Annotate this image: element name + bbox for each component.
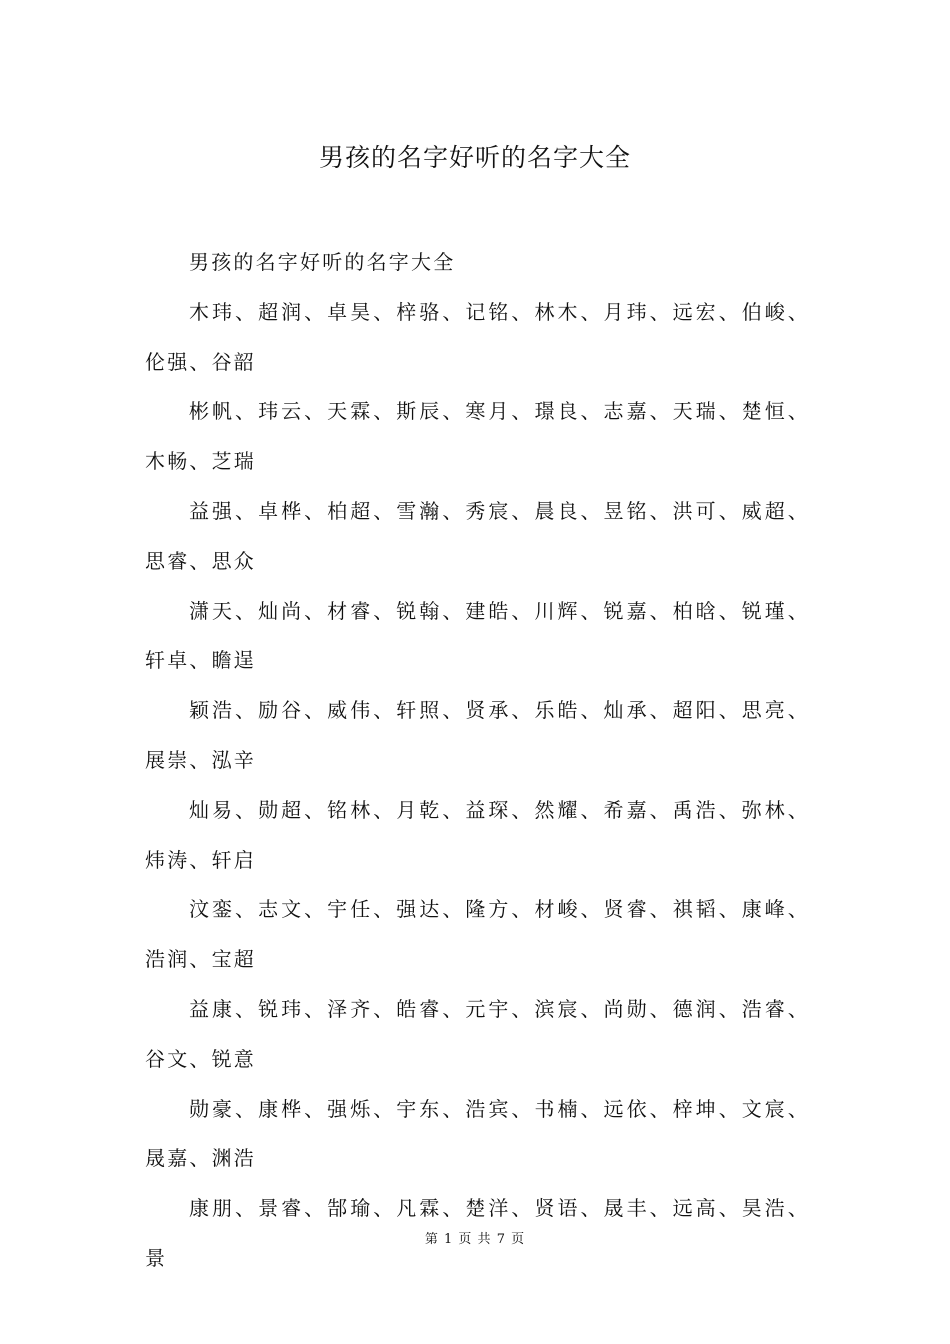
page-footer: 第 1 页 共 7 页 (424, 1232, 526, 1247)
paragraph: 彬帆、玮云、天霖、斯辰、寒月、璟良、志嘉、天瑞、楚恒、木畅、芝瑞 (145, 399, 810, 474)
document-title: 男孩的名字好听的名字大全 (318, 143, 631, 172)
paragraph: 木玮、超润、卓昊、梓骆、记铭、林木、月玮、远宏、伯峻、伦强、谷韶 (145, 299, 810, 374)
paragraph: 潇天、灿尚、材睿、锐翰、建皓、川辉、锐嘉、柏晗、锐瑾、轩卓、瞻逞 (145, 598, 810, 673)
paragraph: 颖浩、励谷、威伟、轩照、贤承、乐皓、灿承、超阳、思亮、展崇、泓辛 (145, 698, 810, 772)
document-body (145, 238, 810, 1284)
paragraph: 益强、卓桦、柏超、雪瀚、秀宸、晨良、昱铭、洪可、威超、思睿、思众 (145, 498, 810, 573)
paragraph: 男孩的名字好听的名字大全 (189, 250, 456, 274)
paragraph: 益康、锐玮、泽齐、皓睿、元宇、滨宸、尚勋、德润、浩睿、谷文、锐意 (145, 996, 810, 1071)
paragraph: 康朋、景睿、郜瑜、凡霖、楚洋、贤语、晟丰、远高、昊浩、景 (145, 1196, 810, 1270)
paragraph: 汶銮、志文、宇任、强达、隆方、材峻、贤睿、祺韬、康峰、浩润、宝超 (145, 897, 810, 972)
paragraph: 勋豪、康桦、强烁、宇东、浩宾、书楠、远依、梓坤、文宸、晟嘉、渊浩 (145, 1096, 810, 1171)
paragraph: 灿易、勋超、铭林、月乾、益琛、然耀、希嘉、禹浩、弥林、炜涛、轩启 (145, 797, 810, 872)
